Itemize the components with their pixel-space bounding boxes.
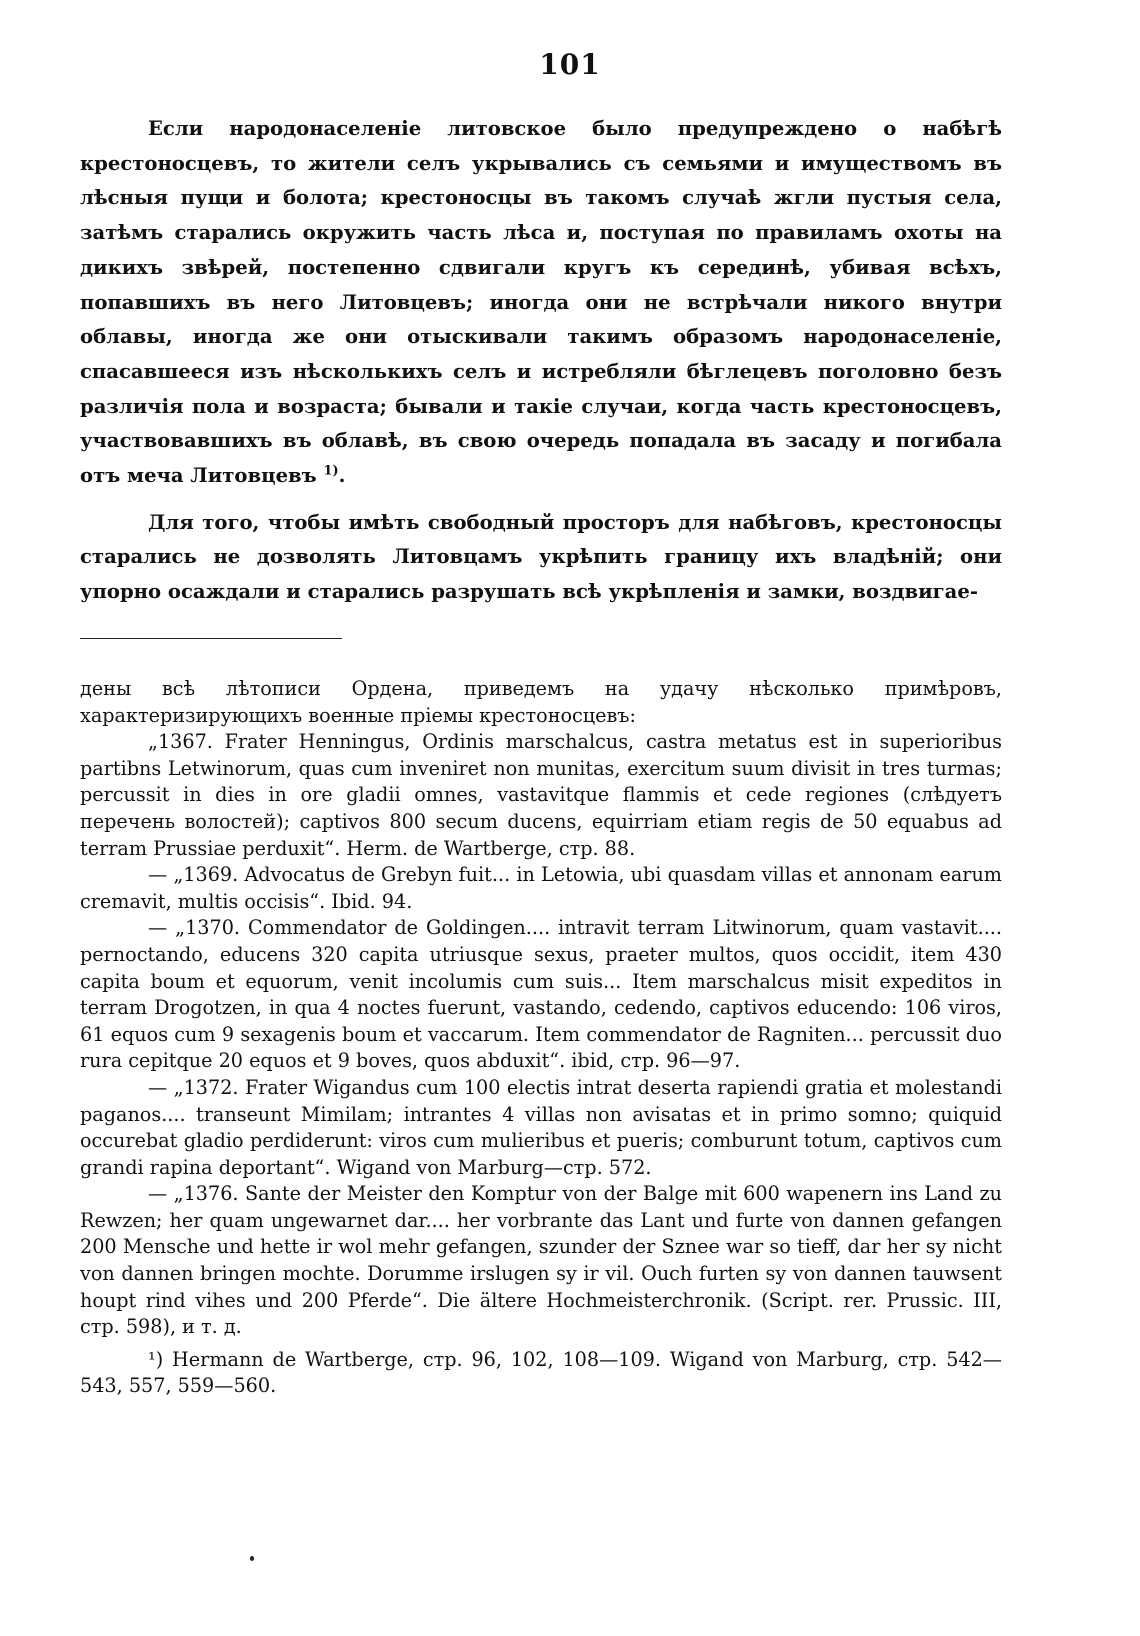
note-continuation: дены всѣ лѣтописи Ордена, приведемъ на удачу нѣсколько примѣровъ, характеризирующихъ военные пріемы крестоносцевъ: [80, 677, 1002, 727]
footnote-reference: 1) [323, 463, 339, 479]
chronicle-quote-1369: — „1369. Advocatus de Grebyn fuit... in Letowia, ubi quasdam villas et annonam earum cremavit, multis occisis“. Ibid. 94. [80, 863, 1002, 913]
chronicle-quote-1370: — „1370. Commendator de Goldingen.... intravit terram Litwinorum, quam vastavit.... pernoctando, educens 320 capita utriusque sexus, praeter multos, quos occidit, item 430 capita boum et equorum, venit incolumis cum suis... Item marschalcus misit expeditos in terram Drogotzen, in qua 4 noctes fuerunt, vastando, cedendo, captivos educendo: 106 viros, 61 equos cum 9 sexagenis boum et vaccarum. Item commendator de Ragniten... percussit duo rura cepitque 20 equos et 9 boves, quos abduxit“. ibid, стр. 96—97. [80, 916, 1002, 1073]
page-number: 101 [539, 48, 601, 81]
chronicle-quote-1367: „1367. Frater Henningus, Ordinis marschalcus, castra metatus est in superioribus partibns Letwinorum, quas cum inveniret non munitas, exercitum suum divisit in tres turmas; percussit in dies in ore gladii omnes, vastavitque flammis et cede regiones (слѣдуетъ перечень волостей); captivos 800 secum ducens, equirriam etiam regis de 50 equabus ad terram Prussiae perduxit“. Herm. de Wartberge, стр. 88. [80, 730, 1002, 860]
main-text [80, 112, 1002, 610]
paragraph-1-text: Если народонаселеніе литовское было предупреждено о набѣгѣ крестоносцевъ, то жители селъ укрывались съ семьями и имуществомъ въ лѣсныя пущи и болота; крестоносцы въ такомъ случаѣ жгли пустыя села, затѣмъ старались окружить часть лѣса и, поступая по правиламъ охоты на дикихъ звѣрей, постепенно сдвигали кругъ къ серединѣ, убивая всѣхъ, попавшихъ въ него Литовцевъ; иногда они не встрѣчали никого внутри облавы, иногда же они отыскивали такимъ образомъ народонаселеніе, спасавшееся изъ нѣсколькихъ селъ и истребляли бѣглецевъ поголовно безъ различія пола и возраста; бывали и такіе случаи, когда часть крестоносцевъ, участвовавшихъ въ облавѣ, въ свою очередь попадала въ засаду и погибала отъ меча Литовцевъ [80, 117, 1002, 488]
footnotes [80, 676, 1002, 1400]
chronicle-quote-1376: — „1376. Sante der Meister den Komptur von der Balge mit 600 wapenern ins Land zu Rewzen; her quam ungewarnet dar.... her vorbrante das Lant und furte von dannen gefangen 200 Mensche und hette ir wol mehr gefangen, szunder der Sznee war so tieff, dar her sy nicht von dannen bringen mochte. Dorumme irslugen sy ir vil. Ouch furten sy von dannen tauwsent houpt rind vihes und 200 Pferde“. Die ältere Hochmeisterchronik. (Script. rer. Prussic. III, стр. 598), и т. д. [80, 1182, 1002, 1339]
chronicle-quote-1372: — „1372. Frater Wigandus cum 100 electis intrat deserta rapiendi gratia et molestandi paganos.... transeunt Mimilam; intrantes 4 villas non avisatas et in primo somno; quiquid occurebat gladio perdiderunt: viros cum mulieribus et pueris; comburunt totum, captivos cum grandi rapina deportant“. Wigand von Marburg—стр. 572. [80, 1075, 1002, 1179]
ink-speck [250, 1556, 254, 1561]
footnote-1: ¹) Hermann de Wartberge, стр. 96, 102, 108—109. Wigand von Marburg, стр. 542—543, 557, 559—560. [80, 1347, 1002, 1398]
footnote-divider [80, 638, 342, 639]
paragraph-raid-tactics: Если народонаселеніе литовское было предупреждено о набѣгѣ крестоносцевъ, то жители селъ укрывались съ семьями и имуществомъ въ лѣсныя пущи и болота; крестоносцы въ такомъ случаѣ жгли пустыя села, затѣмъ старались окружить часть лѣса и, поступая по правиламъ охоты на дикихъ звѣрей, постепенно сдвигали кругъ къ серединѣ, убивая всѣхъ, попавшихъ въ него Литовцевъ; иногда они не встрѣчали никого внутри облавы, иногда же они отыскивали такимъ образомъ народонаселеніе, спасавшееся изъ нѣсколькихъ селъ и истребляли бѣглецевъ поголовно безъ различія пола и возраста; бывали и такіе случаи, когда часть крестоносцевъ, участвовавшихъ въ облавѣ, въ свою очередь попадала въ засаду и погибала отъ меча Литовцевъ $^{1)}$. [80, 117, 1002, 488]
paragraph-border-fortifications: Для того, чтобы имѣть свободный просторъ для набѣговъ, крестоносцы старались не дозволять Литовцамъ укрѣпить границу ихъ владѣній; они упорно осаждали и старались разрушать всѣ укрѣпленія и замки, воздвигае- [80, 510, 1002, 604]
